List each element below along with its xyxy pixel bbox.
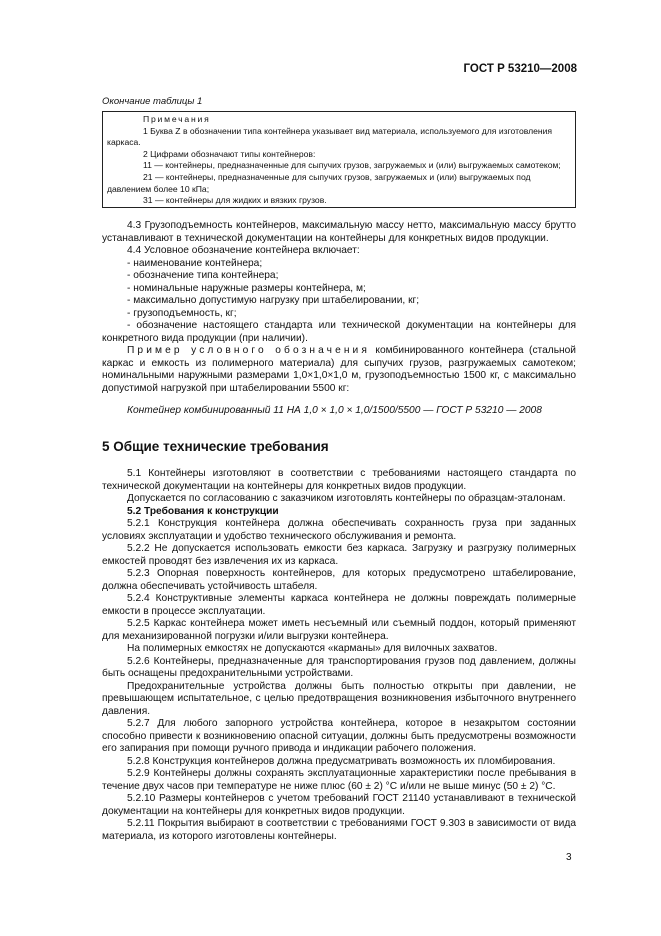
clause-5-2-6: 5.2.6 Контейнеры, предназначенные для транспортирования грузов под давлением, должны быть оснащены предохранительными устройствами. [102, 655, 576, 679]
table-end-caption: Окончание таблицы 1 [102, 96, 203, 107]
page-number: 3 [566, 852, 572, 863]
clause-5-2-6-note: Предохранительные устройства должны быть полностью открыты при давлении, не превышающем испытательное, с целью предотвращения возникновения избыточного внутреннего давления. [102, 680, 576, 717]
clause-5-2-4: 5.2.4 Конструктивные элементы каркаса контейнера не должны повреждать полимерные емкости в процессе эксплуатации. [102, 593, 576, 617]
note-item: 2 Цифрами обозначают типы контейнеров: [143, 148, 316, 159]
clause-4-4: 4.4 Условное обозначение контейнера включает: [127, 245, 360, 256]
list-item: - наименование контейнера; [127, 257, 263, 269]
subsection-title: 5.2 Требования к конструкции [127, 505, 279, 517]
clause-5-1-note: Допускается по согласованию с заказчиком изготовлять контейнеры по образцам-эталонам. [127, 493, 566, 504]
document-number-header: ГОСТ Р 53210—2008 [463, 63, 577, 75]
main-text [102, 220, 576, 843]
list-item: - номинальные наружные размеры контейнера, м; [127, 282, 366, 294]
note-item: 31 — контейнеры для жидких и вязких грузов. [143, 195, 327, 206]
list-item: - обозначение типа контейнера; [127, 270, 279, 281]
clause-5-2-10: 5.2.10 Размеры контейнеров с учетом требований ГОСТ 21140 устанавливают в технической документации на контейнеры для конкретных видов продукции. [102, 793, 576, 817]
clause-5-2-8: 5.2.8 Конструкция контейнеров должна предусматривать возможность их пломбирования. [127, 755, 556, 767]
example-paragraph [102, 345, 576, 395]
notes-box [102, 111, 576, 208]
example-text: комбинированного контейнера (стальной каркас и емкость из полимерного материала) для сыпучих грузов, разгружаемых самотеком; номинальными наружными размерами 1,0×1,0×1,0 м, грузоподъемностью 1500 кг, с максимально допустимой нагрузкой при штабелировании 5500 кг: [102, 345, 576, 394]
clause-5-2-3: 5.2.3 Опорная поверхность контейнеров, для которых предусмотрено штабелирование, должна обеспечивать устойчивость штабеля. [102, 568, 576, 592]
note-item: 1 Буква Z в обозначении типа контейнера указывает вид материала, используемого для изготовления каркаса. [107, 125, 553, 148]
section-title: 5 Общие технические требования [102, 438, 329, 454]
clause-5-2-1: 5.2.1 Конструкция контейнера должна обеспечивать сохранность груза при заданных условиях эксплуатации и удобство технического обслуживания и ремонта. [102, 518, 576, 542]
clause-5-2-11: 5.2.11 Покрытия выбирают в соответствии с требованиями ГОСТ 9.303 в зависимости от вида материала, из которого изготовлены контейнеры. [102, 818, 576, 842]
clause-4-3: 4.3 Грузоподъемность контейнеров, максимальную массу нетто, максимальную массу брутто устанавливают в технической документации на контейнеры для конкретных видов продукции. [102, 220, 576, 244]
note-item: 11 — контейнеры, предназначенные для сыпучих грузов, загружаемых и (или) выгружаемых самотеком; [143, 160, 561, 171]
list-item: - грузоподъемность, кг; [127, 307, 237, 319]
example-designation: Контейнер комбинированный 11 НА 1,0 × 1,0 × 1,0/1500/5500 — ГОСТ Р 53210 — 2008 [127, 405, 542, 416]
clause-5-2-9: 5.2.9 Контейнеры должны сохранять эксплуатационные характеристики после пребывания в течение двух часов при температуре не ниже плюс (60 ± 2) °С и/или не выше минус (50 ± 2) °С. [102, 768, 576, 792]
example-label: Пример условного обозначения [127, 345, 370, 356]
list-item: - обозначение настоящего стандарта или технической документации на контейнеры для конкретного вида продукции (при наличии). [102, 320, 576, 344]
notes-heading: Примечания [143, 114, 211, 124]
clause-5-2-7: 5.2.7 Для любого запорного устройства контейнера, которое в незакрытом состоянии способно привести к возникновению опасной ситуации, должны быть предусмотрены возможности его запирания при помощи ручного привода и индикации рабочего положения. [102, 718, 576, 754]
clause-5-2-2: 5.2.2 Не допускается использовать емкости без каркаса. Загрузку и разгрузку полимерных емкостей проводят без извлечения их из каркаса. [102, 543, 576, 567]
clause-5-2-5: 5.2.5 Каркас контейнера может иметь несъемный или съемный поддон, который применяют для механизированной погрузки и/или выгрузки контейнера. [102, 618, 576, 642]
note-item: 21 — контейнеры, предназначенные для сыпучих грузов, загружаемых и (или) выгружаемых под давлением более 10 кПа; [107, 171, 531, 194]
clause-5-1: 5.1 Контейнеры изготовляют в соответствии с требованиями настоящего стандарта по технической документации на контейнеры для конкретных видов продукции. [102, 468, 576, 492]
list-item: - максимально допустимую нагрузку при штабелировании, кг; [127, 295, 420, 306]
clause-5-2-5-note: На полимерных емкостях не допускаются «карманы» для вилочных захватов. [127, 643, 498, 654]
